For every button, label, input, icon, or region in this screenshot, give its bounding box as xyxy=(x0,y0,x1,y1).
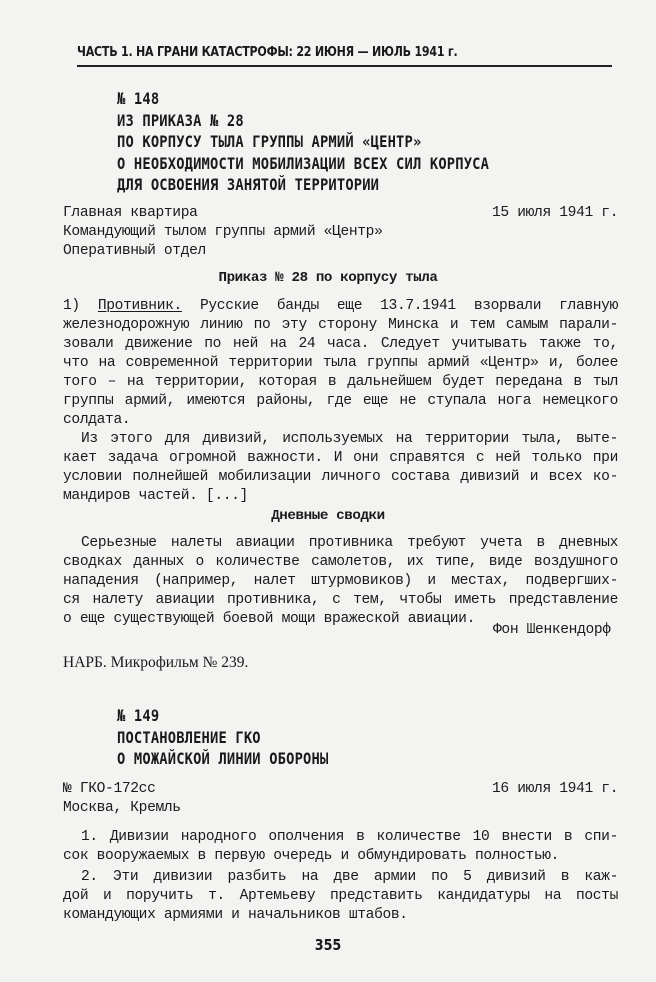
section-heading: Дневные сводки xyxy=(271,508,385,524)
doc148-title-line: О НЕОБХОДИМОСТИ МОБИЛИЗАЦИИ ВСЕХ СИЛ КОРПУСА xyxy=(117,153,490,173)
running-header-text: ЧАСТЬ 1. НА ГРАНИ КАТАСТРОФЫ: 22 ИЮНЯ — ИЮЛЬ 1941 г. xyxy=(77,44,458,60)
doc148-p2-line: Из этого для дивизий, используемых на территории тыла, выте- xyxy=(81,431,618,447)
doc149-p2-line: командующих армиями и начальников штабов. xyxy=(63,907,408,923)
doc148-p3-line: нападения (например, налет штурмовиков) и местах, подвергших- xyxy=(63,573,618,589)
order-heading: Приказ № 28 по корпусу тыла xyxy=(218,270,438,286)
doc149-sender-line: № ГКО-172сс xyxy=(63,781,156,797)
running-header xyxy=(77,36,612,70)
doc149-number: № 149 xyxy=(117,706,160,725)
doc149-date: 16 июля 1941 г. xyxy=(492,781,619,797)
doc148-p1-line: группы армий, имеются районы, где еще не ступала нога немецкого xyxy=(63,393,618,409)
doc148-p1-line: зовали движение по ней на 24 часа. Следует учитывать также то, xyxy=(63,336,618,352)
doc148-p1-line: солдата. xyxy=(63,412,131,428)
doc149-p1-line: сок вооружаемых в первую очередь и обмундировать полностью. xyxy=(63,848,560,864)
doc149-p2-line: 2. Эти дивизии разбить на две армии по 5 дивизий в каж- xyxy=(81,869,618,885)
doc148-p1-line: того – на территории, которая в дальнейшем будет передана в тыл xyxy=(63,374,618,390)
doc148-title-line: ДЛЯ ОСВОЕНИЯ ЗАНЯТОЙ ТЕРРИТОРИИ xyxy=(117,175,380,194)
doc148-number: № 148 xyxy=(117,89,160,108)
doc148-p1-first-line xyxy=(63,297,618,316)
p1-underlined-heading: Противник. xyxy=(97,298,182,314)
doc148-title-line: ИЗ ПРИКАЗА № 28 xyxy=(117,110,244,130)
signature: Фон Шенкендорф xyxy=(493,622,611,638)
doc148-p1-line: что на современной территории тыла группы армий «Центр» и, более xyxy=(63,355,618,371)
header-rule xyxy=(77,65,612,67)
doc149-title-line: ПОСТАНОВЛЕНИЕ ГКО xyxy=(117,727,261,747)
doc148-p2-line: условии полнейшей мобилизации личного состава дивизий и всех ко- xyxy=(63,469,618,485)
p1-label: 1) xyxy=(63,298,80,314)
doc148-p3-line: сводках данных о количестве самолетов, их типе, виде воздушного xyxy=(63,554,618,570)
doc148-sender-line: Оперативный отдел xyxy=(63,243,206,259)
doc149-p1-line: 1. Дивизии народного ополчения в количестве 10 внести в спи- xyxy=(81,829,618,845)
doc148-p1-line: железнодорожную линию по эту сторону Минска и тем самым парали- xyxy=(63,317,618,333)
doc148-p2-line: мандиров частей. [...] xyxy=(63,488,248,504)
doc148-sender-line: Командующий тылом группы армий «Центр» xyxy=(63,224,383,240)
doc148-date: 15 июля 1941 г. xyxy=(492,205,619,221)
p1-line: Русские банды еще 13.7.1941 взорвали главную xyxy=(199,298,618,314)
doc148-title-line: ПО КОРПУСУ ТЫЛА ГРУППЫ АРМИЙ «ЦЕНТР» xyxy=(117,132,422,151)
doc148-p3-line: Серьезные налеты авиации противника требуют учета в дневных xyxy=(81,535,618,551)
doc149-sender-line: Москва, Кремль xyxy=(63,800,181,816)
doc149-p2-line: дой и поручить т. Артемьеву представить кандидатуры на посты xyxy=(63,888,618,904)
page-number: 355 xyxy=(314,936,342,954)
doc148-sender-line: Главная квартира xyxy=(63,205,198,221)
source-note: НАРБ. Микрофильм № 239. xyxy=(63,654,249,671)
doc149-title-line: О МОЖАЙСКОЙ ЛИНИИ ОБОРОНЫ xyxy=(117,749,329,768)
doc148-p3-line: ся налету авиации противника, с тем, чтобы иметь представление xyxy=(63,592,618,608)
doc148-p2-line: кает задача огромной важности. И они справятся с ней только при xyxy=(63,450,618,466)
doc148-p3-line: о еще существующей боевой мощи вражеской авиации. xyxy=(63,611,475,627)
